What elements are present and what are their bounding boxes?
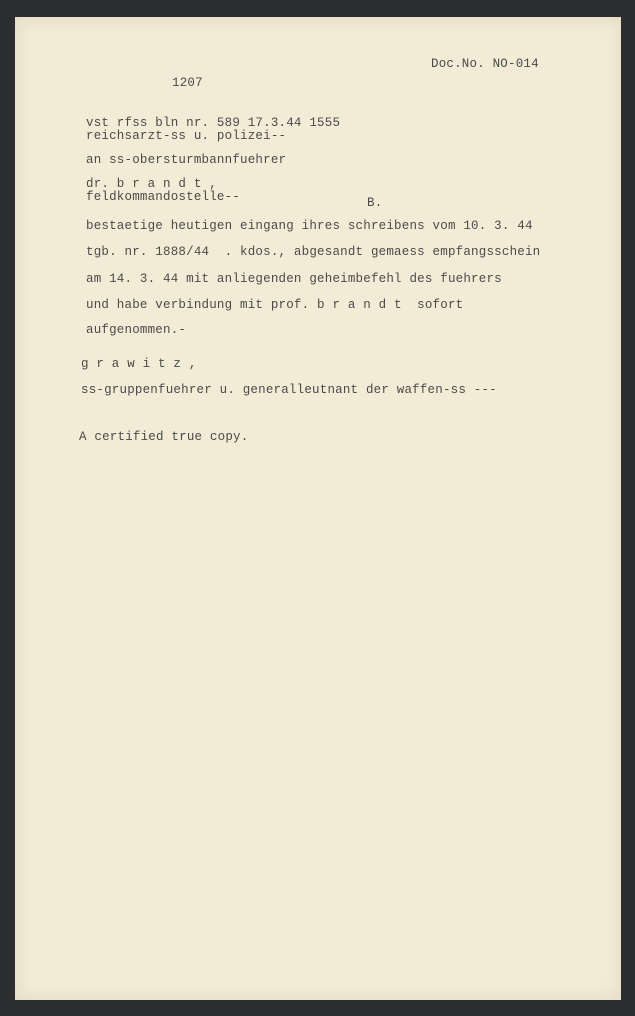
body-line-3: am 14. 3. 44 mit anliegenden geheimbefehl des fuehrers: [86, 272, 502, 286]
certification-note: A certified true copy.: [79, 430, 249, 444]
document-number: Doc.No. NO-014: [431, 57, 539, 71]
body-line-4: und habe verbindung mit prof. b r a n d t sofort: [86, 298, 464, 312]
page-number: 1207: [172, 76, 203, 90]
header-line-1: vst rfss bln nr. 589 17.3.44 1555: [86, 116, 341, 130]
signature-name: g r a w i t z ,: [81, 357, 197, 371]
recipient-line-1: an ss-obersturmbannfuehrer: [86, 153, 287, 167]
recipient-line-3: feldkommandostelle--: [86, 190, 241, 204]
recipient-line-2: dr. b r a n d t ,: [86, 177, 217, 191]
recipient-initial: B.: [367, 196, 383, 210]
signature-rank: ss-gruppenfuehrer u. generalleutnant der waffen-ss ---: [81, 383, 497, 397]
body-line-5: aufgenommen.-: [86, 323, 187, 337]
header-line-2: reichsarzt-ss u. polizei--: [86, 129, 287, 143]
document-page: [15, 17, 621, 1000]
body-line-1: bestaetige heutigen eingang ihres schreibens vom 10. 3. 44: [86, 219, 533, 233]
body-line-2: tgb. nr. 1888/44 . kdos., abgesandt gemaess empfangsschein: [86, 245, 541, 259]
